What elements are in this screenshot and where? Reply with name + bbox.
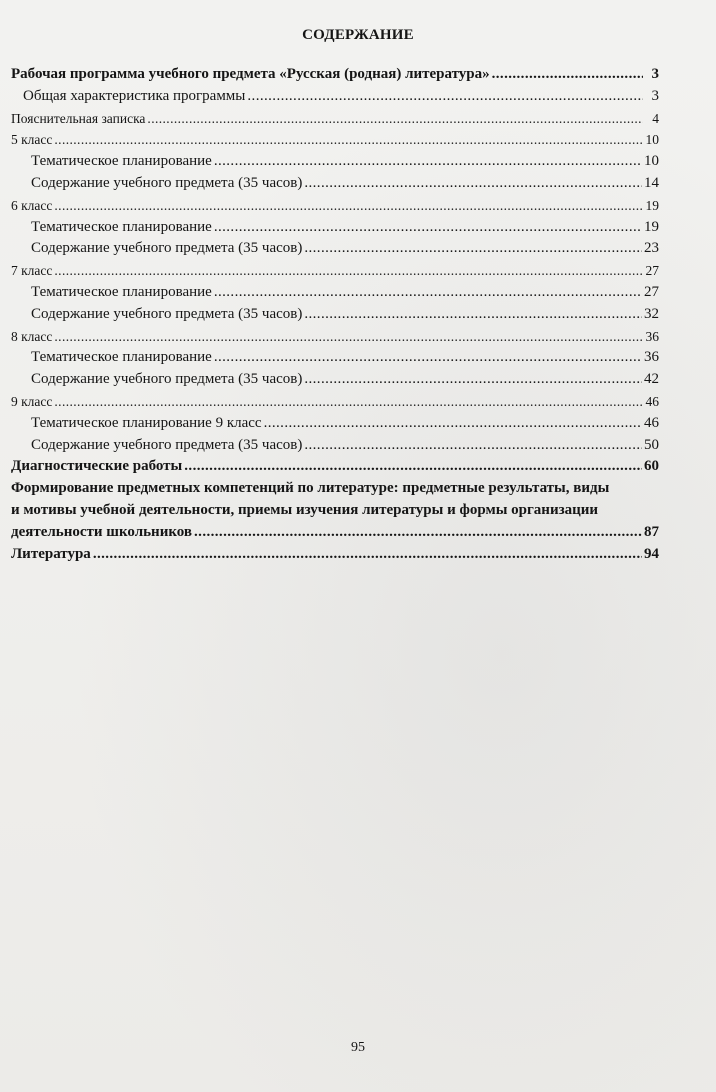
toc-entry-page: 36 bbox=[644, 349, 659, 366]
dot-leader bbox=[304, 435, 642, 457]
toc-entry-grade-9[interactable] bbox=[11, 391, 659, 413]
toc-entry-grade-6-content[interactable] bbox=[11, 238, 659, 260]
toc-entry-page: 42 bbox=[644, 371, 659, 388]
toc-entry-literature[interactable] bbox=[11, 544, 659, 566]
toc-entry-page: 3 bbox=[651, 87, 659, 104]
toc-entry-page: 60 bbox=[644, 458, 659, 475]
toc-entry-page: 94 bbox=[644, 545, 659, 562]
toc-entry-label: 6 класс bbox=[11, 197, 53, 213]
dot-leader bbox=[492, 64, 643, 86]
dot-leader bbox=[214, 347, 642, 369]
toc-entry-grade-6[interactable] bbox=[11, 195, 659, 217]
toc-entry-label: Общая характеристика программы bbox=[23, 87, 246, 104]
toc-entry-label-line-1: Формирование предметных компетенций по литературе: предметные результаты, виды bbox=[11, 480, 610, 497]
dot-leader bbox=[54, 195, 643, 217]
toc-entry-label: Содержание учебного предмета (35 часов) bbox=[31, 436, 303, 453]
toc-entry-grade-8[interactable] bbox=[11, 326, 659, 348]
toc-entry-page: 23 bbox=[644, 240, 659, 257]
toc-entry-label: Тематическое планирование bbox=[31, 349, 212, 366]
toc-entry-page: 36 bbox=[645, 328, 659, 344]
dot-leader bbox=[54, 260, 643, 282]
toc-entry-competencies[interactable] bbox=[11, 478, 659, 543]
toc-entry-page: 27 bbox=[644, 283, 659, 300]
dot-leader bbox=[93, 544, 642, 566]
toc-entry-label: 8 класс bbox=[11, 328, 53, 344]
dot-leader bbox=[214, 217, 642, 239]
dot-leader bbox=[247, 86, 643, 108]
table-of-contents bbox=[11, 64, 659, 565]
toc-entry-page: 50 bbox=[644, 436, 659, 453]
toc-entry-grade-5[interactable] bbox=[11, 129, 659, 151]
dot-leader bbox=[54, 129, 643, 151]
toc-entry-page: 3 bbox=[651, 66, 659, 82]
toc-entry-label: Диагностические работы bbox=[11, 458, 183, 475]
toc-entry-label: Литература bbox=[11, 545, 91, 562]
dot-leader bbox=[54, 391, 643, 413]
toc-entry-label-line-3: деятельности школьников bbox=[11, 523, 193, 540]
dot-leader bbox=[54, 326, 643, 348]
toc-entry-label-line-2: и мотивы учебной деятельности, приемы изучения литературы и формы организации bbox=[11, 501, 599, 518]
toc-entry-label: Тематическое планирование bbox=[31, 283, 212, 300]
toc-entry-page: 19 bbox=[644, 218, 659, 235]
toc-entry-grade-7-planning[interactable] bbox=[11, 282, 659, 304]
toc-entry-general-characteristics[interactable] bbox=[11, 86, 659, 108]
toc-entry-label: Содержание учебного предмета (35 часов) bbox=[31, 240, 303, 257]
toc-entry-grade-5-content[interactable] bbox=[11, 173, 659, 195]
toc-entry-label: Содержание учебного предмета (35 часов) bbox=[31, 305, 303, 322]
toc-entry-label: 9 класс bbox=[11, 393, 53, 409]
dot-leader bbox=[184, 456, 642, 478]
toc-entry-last-line bbox=[11, 522, 659, 544]
toc-entry-label: Содержание учебного предмета (35 часов) bbox=[31, 174, 303, 191]
toc-entry-diagnostic-works[interactable] bbox=[11, 456, 659, 478]
toc-entry-grade-7[interactable] bbox=[11, 260, 659, 282]
toc-entry-page: 46 bbox=[644, 414, 659, 431]
toc-entry-page: 19 bbox=[645, 197, 659, 213]
toc-entry-label: 5 класс bbox=[11, 132, 53, 148]
toc-entry-page: 27 bbox=[645, 263, 659, 279]
toc-entry-grade-7-content[interactable] bbox=[11, 304, 659, 326]
dot-leader bbox=[214, 282, 642, 304]
toc-entry-label: Рабочая программа учебного предмета «Русская (родная) литература» bbox=[11, 66, 490, 82]
toc-entry-grade-6-planning[interactable] bbox=[11, 217, 659, 239]
toc-entry-label: Тематическое планирование 9 класс bbox=[31, 414, 262, 431]
dot-leader bbox=[264, 413, 642, 435]
dot-leader bbox=[194, 522, 642, 544]
dot-leader bbox=[304, 173, 642, 195]
toc-entry-label: Содержание учебного предмета (35 часов) bbox=[31, 371, 303, 388]
dot-leader bbox=[304, 369, 642, 391]
dot-leader bbox=[304, 238, 642, 260]
toc-entry-grade-5-planning[interactable] bbox=[11, 151, 659, 173]
dot-leader bbox=[147, 108, 643, 130]
toc-entry-explanatory-note[interactable] bbox=[11, 108, 659, 130]
toc-entry-page: 46 bbox=[645, 393, 659, 409]
toc-entry-page: 10 bbox=[645, 132, 659, 148]
toc-entry-label: Пояснительная записка bbox=[11, 110, 146, 126]
toc-entry-grade-8-content[interactable] bbox=[11, 369, 659, 391]
dot-leader bbox=[304, 304, 642, 326]
page-title: СОДЕРЖАНИЕ bbox=[302, 27, 414, 43]
toc-entry-page: 10 bbox=[644, 153, 659, 170]
toc-entry-label: Тематическое планирование bbox=[31, 218, 212, 235]
toc-entry-work-program[interactable] bbox=[11, 64, 659, 86]
toc-entry-grade-8-planning[interactable] bbox=[11, 347, 659, 369]
toc-entry-page: 32 bbox=[644, 305, 659, 322]
toc-entry-label: Тематическое планирование bbox=[31, 153, 212, 170]
toc-entry-grade-9-planning[interactable] bbox=[11, 413, 659, 435]
toc-entry-page: 4 bbox=[652, 110, 659, 126]
page-number: 95 bbox=[351, 1040, 365, 1055]
toc-entry-label: 7 класс bbox=[11, 263, 53, 279]
toc-entry-page: 87 bbox=[644, 523, 659, 540]
dot-leader bbox=[214, 151, 642, 173]
toc-entry-page: 14 bbox=[644, 174, 659, 191]
toc-entry-grade-9-content[interactable] bbox=[11, 435, 659, 457]
